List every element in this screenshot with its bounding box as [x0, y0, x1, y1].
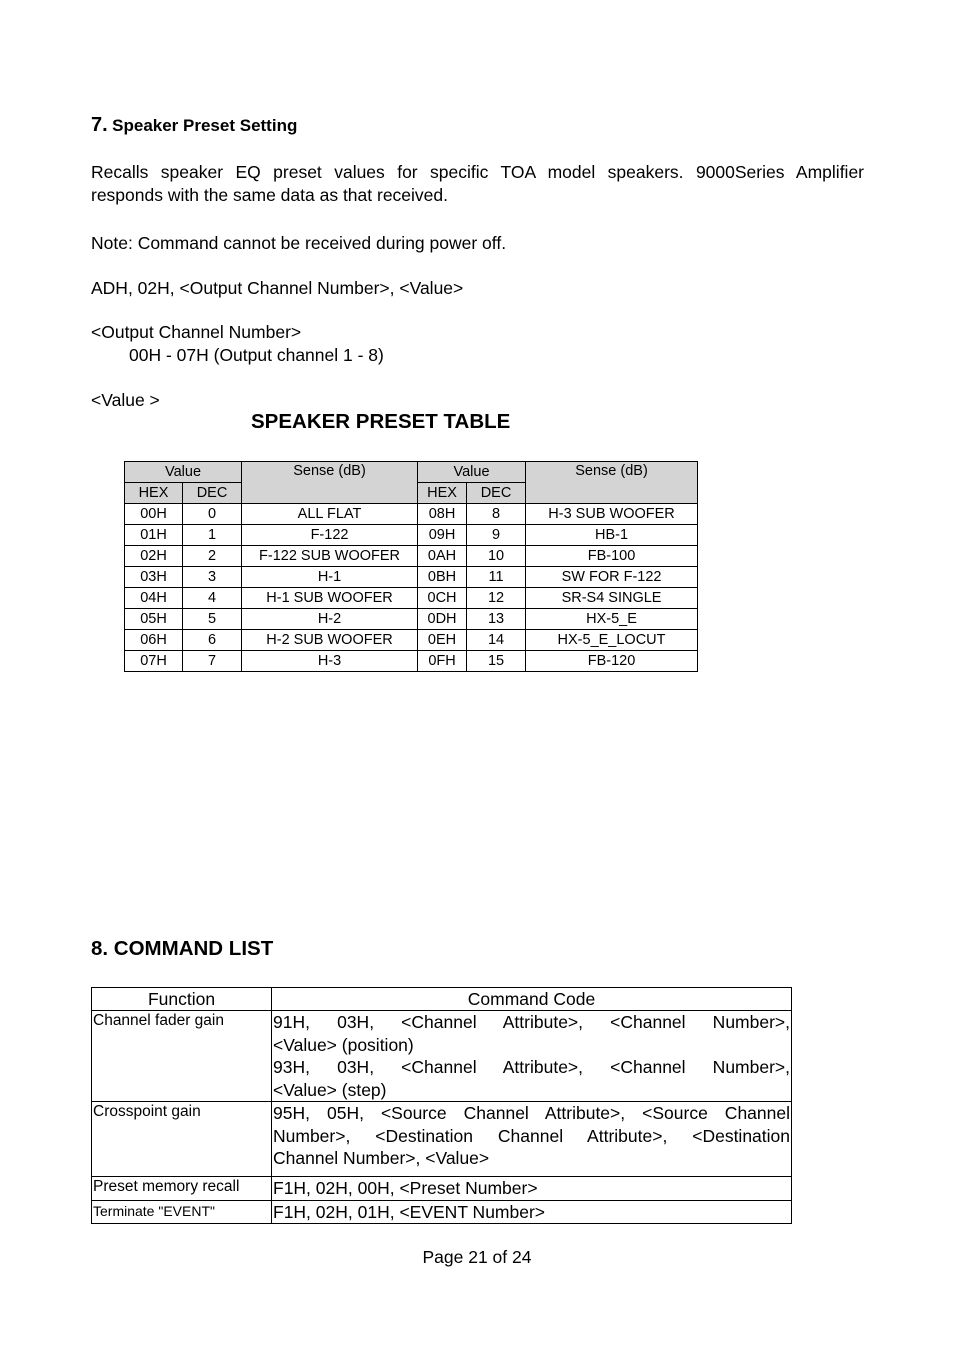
- table-row: [125, 630, 698, 651]
- command-code-cell: [272, 1177, 792, 1201]
- table-row: [125, 588, 698, 609]
- hex-cell: 03H: [125, 567, 183, 588]
- dec-cell: 12: [467, 588, 526, 609]
- preset-name-cell: H-3: [242, 651, 418, 672]
- header-hex: HEX: [125, 483, 183, 504]
- table-row: [125, 567, 698, 588]
- dec-cell: 14: [467, 630, 526, 651]
- function-cell: Terminate "EVENT": [92, 1200, 272, 1224]
- code-line: F1H, 02H, 01H, <EVENT Number>: [273, 1201, 546, 1222]
- command-row: [92, 1200, 792, 1224]
- hex-cell: 00H: [125, 504, 183, 525]
- dec-cell: 11: [467, 567, 526, 588]
- code-line: Number>, <Destination Channel Attribute>, <Destination: [273, 1125, 790, 1146]
- description-line-2: responds with the same data as that received.: [91, 185, 449, 205]
- command-row: [92, 1102, 792, 1177]
- hex-cell: 0DH: [418, 609, 467, 630]
- table-row: [125, 504, 698, 525]
- hex-cell: 01H: [125, 525, 183, 546]
- code-line: 93H, 03H, <Channel Attribute>, <Channel Number>,: [273, 1057, 790, 1077]
- command-row: [92, 1011, 792, 1102]
- command-list-table: [91, 987, 792, 1224]
- preset-name-cell: H-3 SUB WOOFER: [526, 504, 698, 525]
- hex-cell: 08H: [418, 504, 467, 525]
- hex-cell: 04H: [125, 588, 183, 609]
- code-line: 95H, 05H, <Source Channel Attribute>, <Source Channel: [273, 1103, 790, 1123]
- section-7-heading: [91, 114, 297, 137]
- table-row: [125, 546, 698, 567]
- preset-name-cell: SW FOR F-122: [526, 567, 698, 588]
- section-8-heading: 8. COMMAND LIST: [91, 937, 274, 960]
- dec-cell: 8: [467, 504, 526, 525]
- output-channel-range: 00H - 07H (Output channel 1 - 8): [129, 345, 384, 365]
- dec-cell: 5: [183, 609, 242, 630]
- preset-name-cell: ALL FLAT: [242, 504, 418, 525]
- note-text: Note: Command cannot be received during power off.: [91, 233, 507, 253]
- section-number: 7.: [91, 114, 108, 136]
- table-row: [125, 651, 698, 672]
- hex-cell: 0AH: [418, 546, 467, 567]
- value-heading: <Value >: [91, 390, 160, 410]
- section-title: Speaker Preset Setting: [112, 116, 298, 135]
- preset-name-cell: HX-5_E: [526, 609, 698, 630]
- preset-name-cell: H-2: [242, 609, 418, 630]
- preset-name-cell: F-122: [242, 525, 418, 546]
- page-number: Page 21 of 24: [422, 1247, 532, 1267]
- hex-cell: 0CH: [418, 588, 467, 609]
- header-command-code: Command Code: [272, 988, 792, 1011]
- code-line: <Value> (step): [273, 1079, 387, 1100]
- code-line: 91H, 03H, <Channel Attribute>, <Channel Number>,: [273, 1012, 790, 1032]
- preset-name-cell: HX-5_E_LOCUT: [526, 630, 698, 651]
- preset-name-cell: FB-100: [526, 546, 698, 567]
- preset-name-cell: H-1: [242, 567, 418, 588]
- preset-name-cell: HB-1: [526, 525, 698, 546]
- dec-cell: 1: [183, 525, 242, 546]
- hex-cell: 06H: [125, 630, 183, 651]
- header-sense: Sense (dB): [242, 462, 418, 504]
- dec-cell: 15: [467, 651, 526, 672]
- command-format: ADH, 02H, <Output Channel Number>, <Value>: [91, 278, 464, 298]
- dec-cell: 9: [467, 525, 526, 546]
- table-header-row: [125, 462, 698, 483]
- hex-cell: 05H: [125, 609, 183, 630]
- command-row: [92, 1177, 792, 1201]
- dec-cell: 7: [183, 651, 242, 672]
- dec-cell: 10: [467, 546, 526, 567]
- command-code-cell: [272, 1011, 792, 1102]
- function-cell: Channel fader gain: [92, 1011, 272, 1102]
- output-channel-heading: <Output Channel Number>: [91, 322, 302, 342]
- dec-cell: 4: [183, 588, 242, 609]
- command-code-cell: [272, 1200, 792, 1224]
- preset-name-cell: FB-120: [526, 651, 698, 672]
- command-header-row: [92, 988, 792, 1011]
- hex-cell: 0FH: [418, 651, 467, 672]
- hex-cell: 09H: [418, 525, 467, 546]
- command-code-cell: [272, 1102, 792, 1177]
- header-value: Value: [418, 462, 526, 483]
- code-line: Channel Number>, <Value>: [273, 1148, 490, 1168]
- dec-cell: 2: [183, 546, 242, 567]
- dec-cell: 13: [467, 609, 526, 630]
- header-sense: Sense (dB): [526, 462, 698, 504]
- table-row: [125, 609, 698, 630]
- code-line: F1H, 02H, 00H, <Preset Number>: [273, 1178, 538, 1198]
- hex-cell: 0EH: [418, 630, 467, 651]
- function-cell: Crosspoint gain: [92, 1102, 272, 1177]
- dec-cell: 6: [183, 630, 242, 651]
- header-function: Function: [92, 988, 272, 1011]
- header-dec: DEC: [183, 483, 242, 504]
- dec-cell: 3: [183, 567, 242, 588]
- hex-cell: 07H: [125, 651, 183, 672]
- preset-name-cell: F-122 SUB WOOFER: [242, 546, 418, 567]
- dec-cell: 0: [183, 504, 242, 525]
- header-hex: HEX: [418, 483, 467, 504]
- header-value: Value: [125, 462, 242, 483]
- hex-cell: 02H: [125, 546, 183, 567]
- preset-name-cell: H-2 SUB WOOFER: [242, 630, 418, 651]
- description-line-1: Recalls speaker EQ preset values for specific TOA model speakers. 9000Series Amplifier: [91, 162, 864, 182]
- preset-name-cell: H-1 SUB WOOFER: [242, 588, 418, 609]
- header-dec: DEC: [467, 483, 526, 504]
- speaker-preset-table: [124, 461, 698, 672]
- function-cell: Preset memory recall: [92, 1177, 272, 1201]
- preset-name-cell: SR-S4 SINGLE: [526, 588, 698, 609]
- code-line: <Value> (position): [273, 1034, 414, 1055]
- hex-cell: 0BH: [418, 567, 467, 588]
- preset-table-title: SPEAKER PRESET TABLE: [251, 410, 511, 433]
- table-row: [125, 525, 698, 546]
